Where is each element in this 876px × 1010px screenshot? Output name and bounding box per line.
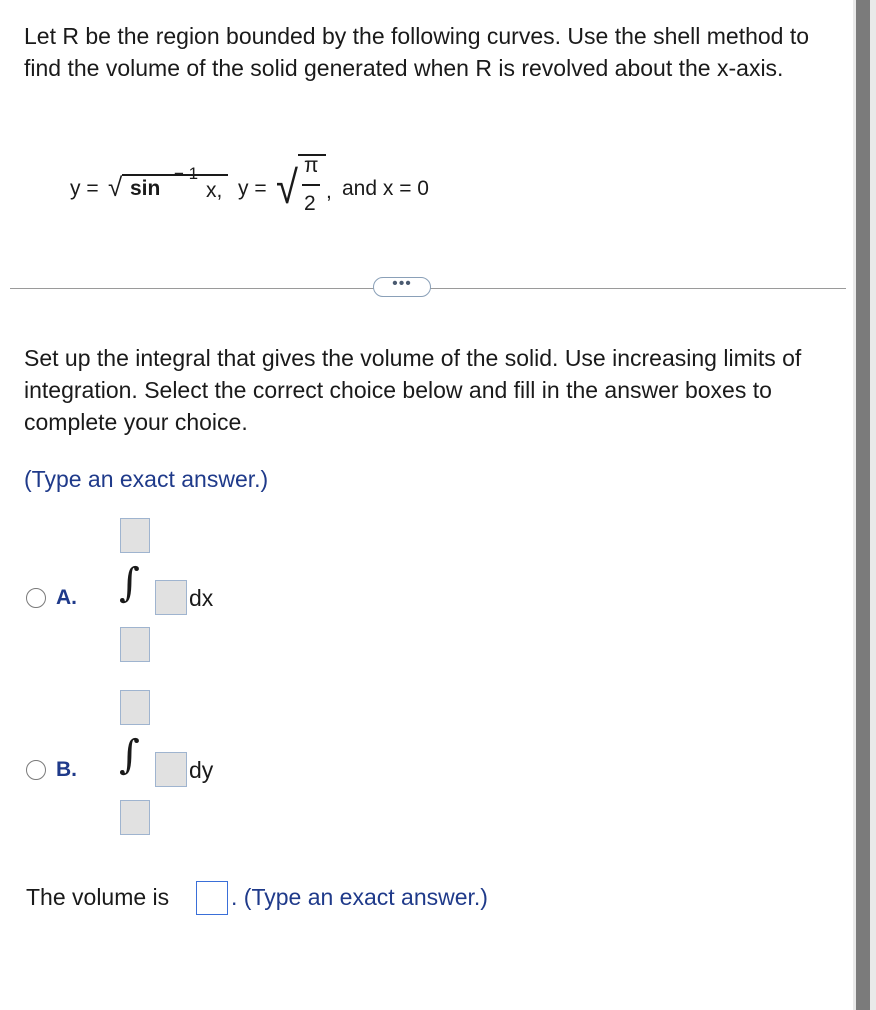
choice-a-dx: dx [189,585,214,611]
sqrt-symbol-2: √ [276,162,298,214]
choice-a-integrand-input[interactable] [155,580,187,615]
y1-arg: x, [206,179,223,202]
choice-a-radio[interactable] [26,588,46,608]
y1-exponent: − 1 [174,164,199,183]
y2-numerator: π [304,154,319,177]
choice-a-lower-limit-input[interactable] [120,627,150,662]
choice-a-integral-sign: ∫ [119,560,140,606]
choice-b-integrand-input[interactable] [155,752,187,787]
choice-b-upper-limit-input[interactable] [120,690,150,725]
y2-prefix: y = [238,177,267,200]
equation-rest: and x = 0 [342,177,429,200]
question-prompt: Let R be the region bounded by the following curves. Use the shell method to find the volume of the solid generated when R is revolved about the x-axis. [24,23,810,81]
equation-comma: , [326,180,332,203]
choice-b-integral-sign: ∫ [119,732,140,778]
sqrt-symbol-1: √ [108,172,123,202]
curves-equation [70,150,530,230]
volume-answer-input[interactable] [196,881,228,915]
choice-b-dy: dy [189,757,214,783]
y1-prefix: y = [70,177,99,200]
volume-prefix: The volume is [26,884,170,910]
choice-b-label: B. [56,758,77,781]
more-options-button[interactable]: ••• [373,277,431,297]
volume-hint: . (Type an exact answer.) [231,884,488,910]
choice-a-label: A. [56,586,77,609]
instruction-text: Set up the integral that gives the volume of the solid. Use increasing limits of integration. Select the correct choice below and fill in the answer boxes to complete your choice. [24,345,802,435]
scrollbar-thumb[interactable] [856,0,870,1010]
fraction-bar [302,184,320,186]
type-exact-hint: (Type an exact answer.) [24,466,269,492]
y2-denominator: 2 [304,192,316,215]
choice-a-upper-limit-input[interactable] [120,518,150,553]
y1-func: sin [130,177,161,200]
choice-b-lower-limit-input[interactable] [120,800,150,835]
choice-b-radio[interactable] [26,760,46,780]
